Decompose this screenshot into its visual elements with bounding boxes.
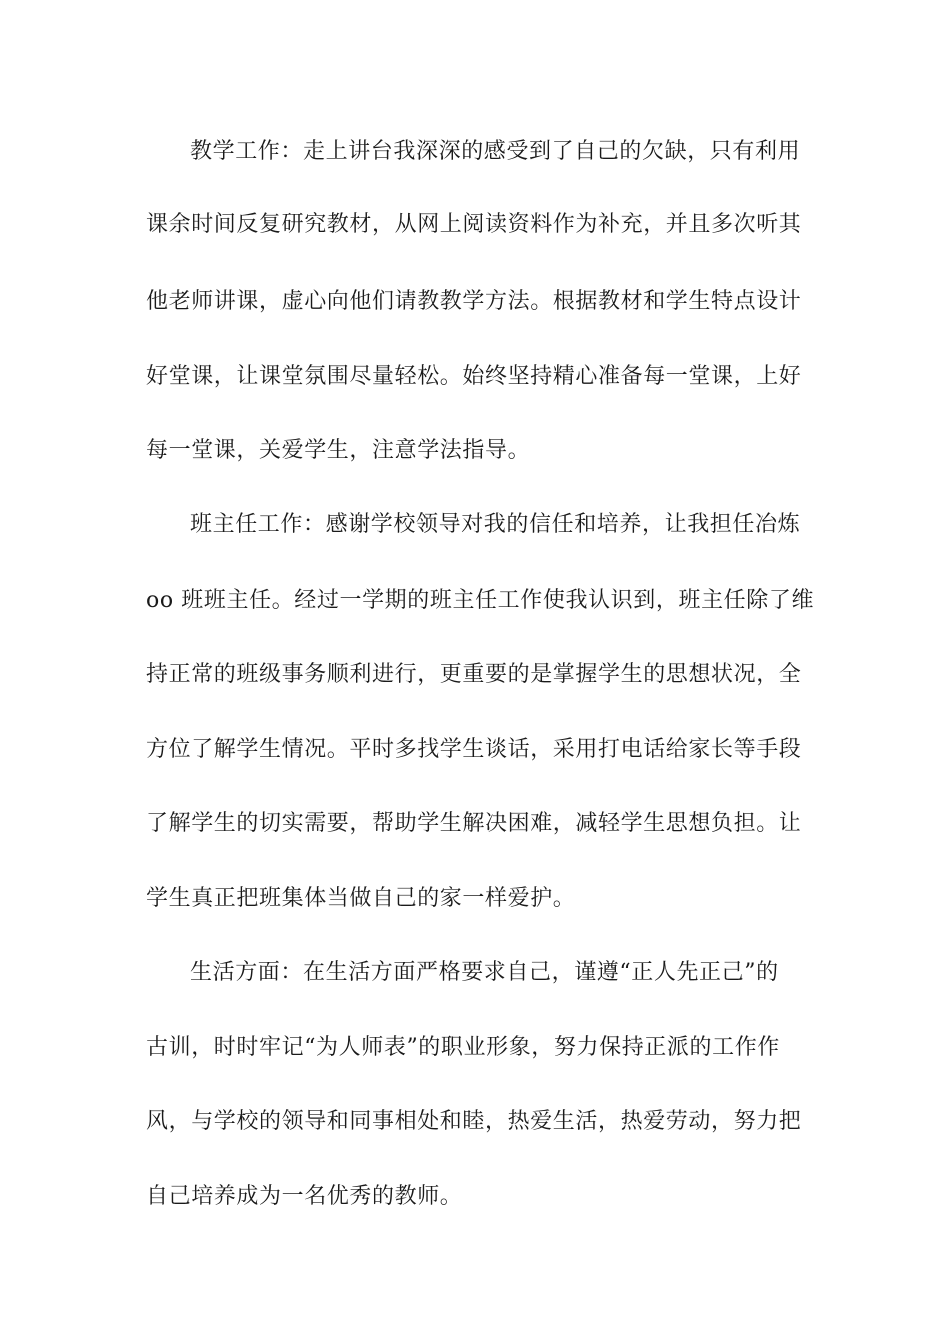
paragraph-2-line-1: 班主任工作：感谢学校领导对我的信任和培养，让我担任冶炼: [190, 512, 801, 537]
paragraph-1-line-1: 教学工作：走上讲台我深深的感受到了自己的欠缺，只有利用: [190, 139, 801, 164]
paragraph-2-line-4: 方位了解学生情况。平时多找学生谈话，采用打电话给家长等手段: [146, 737, 802, 762]
paragraph-3-line-1: 生活方面：在生活方面严格要求自己，谨遵“正人先正己”的: [190, 960, 779, 985]
paragraph-3-line-2: 古训，时时牢记“为人师表”的职业形象，努力保持正派的工作作: [146, 1035, 780, 1060]
paragraph-2-line-3: 持正常的班级事务顺利进行，更重要的是掌握学生的思想状况，全: [146, 662, 802, 687]
paragraph-3-line-3: 风，与学校的领导和同事相处和睦，热爱生活，热爱劳动，努力把: [146, 1109, 802, 1134]
paragraph-1-line-4: 好堂课，让课堂氛围尽量轻松。始终坚持精心准备每一堂课，上好: [146, 364, 802, 389]
paragraph-1-line-2: 课余时间反复研究教材，从网上阅读资料作为补充，并且多次听其: [146, 212, 802, 237]
paragraph-2-line-6: 学生真正把班集体当做自己的家一样爱护。: [146, 886, 576, 911]
paragraph-3-line-4: 自己培养成为一名优秀的教师。: [146, 1184, 463, 1209]
paragraph-1-line-5: 每一堂课，关爱学生，注意学法指导。: [146, 438, 531, 463]
paragraph-1-line-3: 他老师讲课，虚心向他们请教教学方法。根据教材和学生特点设计: [146, 289, 802, 314]
paragraph-2-line-5: 了解学生的切实需要，帮助学生解决困难，减轻学生思想负担。让: [146, 811, 802, 836]
paragraph-2-line-2: oo 班班主任。经过一学期的班主任工作使我认识到，班主任除了维: [146, 588, 815, 613]
